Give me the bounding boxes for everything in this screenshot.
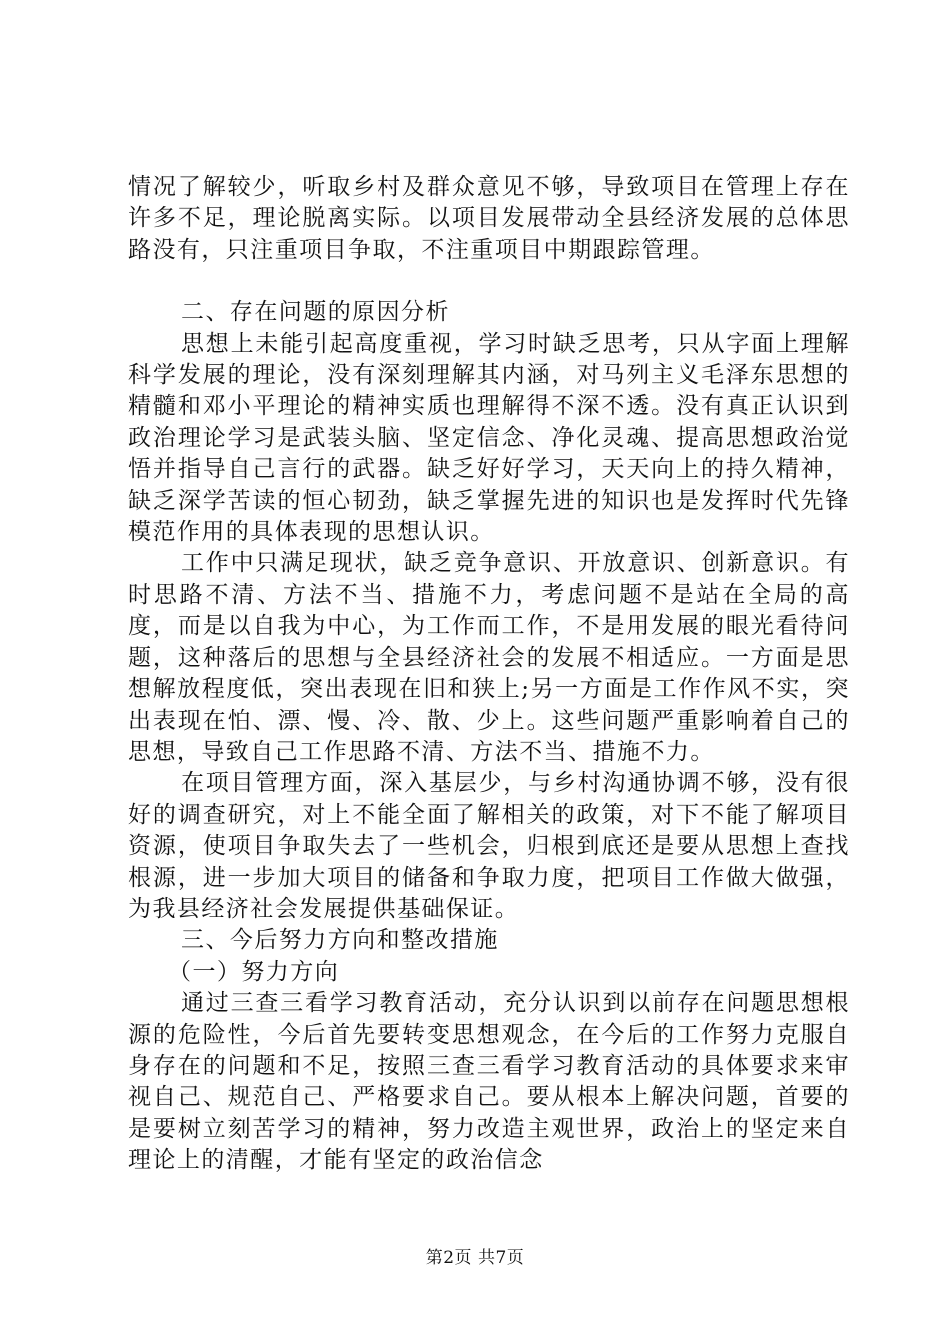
subsection-heading: （一）努力方向: [168, 958, 340, 985]
section-heading-3: 三、今后努力方向和整改措施: [181, 927, 499, 954]
page-footer: 第2页 共7页: [425, 1248, 525, 1268]
paragraph-project-cause: 在项目管理方面，深入基层少，与乡村沟通协调不够，没有很好的调查研究，对上不能全面了解相关的政策，对下不能了解项目资源，使项目争取失去了一些机会，归根到底还是要从思想上查找根源，进一步加大项目的储备和争取力度，把项目工作做大做强，为我县经济社会发展提供基础保证。: [128, 770, 850, 922]
paragraph-direction: 通过三查三看学习教育活动，充分认识到以前存在问题思想根源的危险性，今后首先要转变思想观念，在今后的工作努力克服自身存在的问题和不足，按照三查三看学习教育活动的具体要求来审视自己、规范自己、严格要求自己。要从根本上解决问题，首要的是要树立刻苦学习的精神，努力改造主观世界，政治上的坚定来自理论上的清醒，才能有坚定的政治信念: [128, 990, 850, 1174]
paragraph-gap: [128, 266, 850, 297]
section-heading-2: 二、存在问题的原因分析: [181, 299, 450, 326]
document-body: [128, 172, 850, 1177]
paragraph-work-cause: 工作中只满足现状，缺乏竞争意识、开放意识、创新意识。有时思路不清、方法不当、措施不力，考虑问题不是站在全局的高度，而是以自我为中心，为工作而工作，不是用发展的眼光看待问题，这种落后的思想与全县经济社会的发展不相适应。一方面是思想解放程度低，突出表现在旧和狭上;另一方面是工作作风不实，突出表现在怕、漂、慢、冷、散、少上。这些问题严重影响着自己的思想，导致自己工作思路不清、方法不当、措施不力。: [128, 550, 850, 765]
paragraph-continuation: 情况了解较少，听取乡村及群众意见不够，导致项目在管理上存在许多不足，理论脱离实际。以项目发展带动全县经济发展的总体思路没有，只注重项目争取，不注重项目中期跟踪管理。: [128, 174, 850, 263]
paragraph-thought-cause: 思想上未能引起高度重视，学习时缺乏思考，只从字面上理解科学发展的理论，没有深刻理解其内涵，对马列主义毛泽东思想的精髓和邓小平理论的精神实质也理解得不深不透。没有真正认识到政治理论学习是武装头脑、坚定信念、净化灵魂、提高思想政治觉悟并指导自己言行的武器。缺乏好好学习，天天向上的持久精神，缺乏深学苦读的恒心韧劲，缺乏掌握先进的知识也是发挥时代先锋模范作用的具体表现的思想认识。: [128, 330, 850, 546]
